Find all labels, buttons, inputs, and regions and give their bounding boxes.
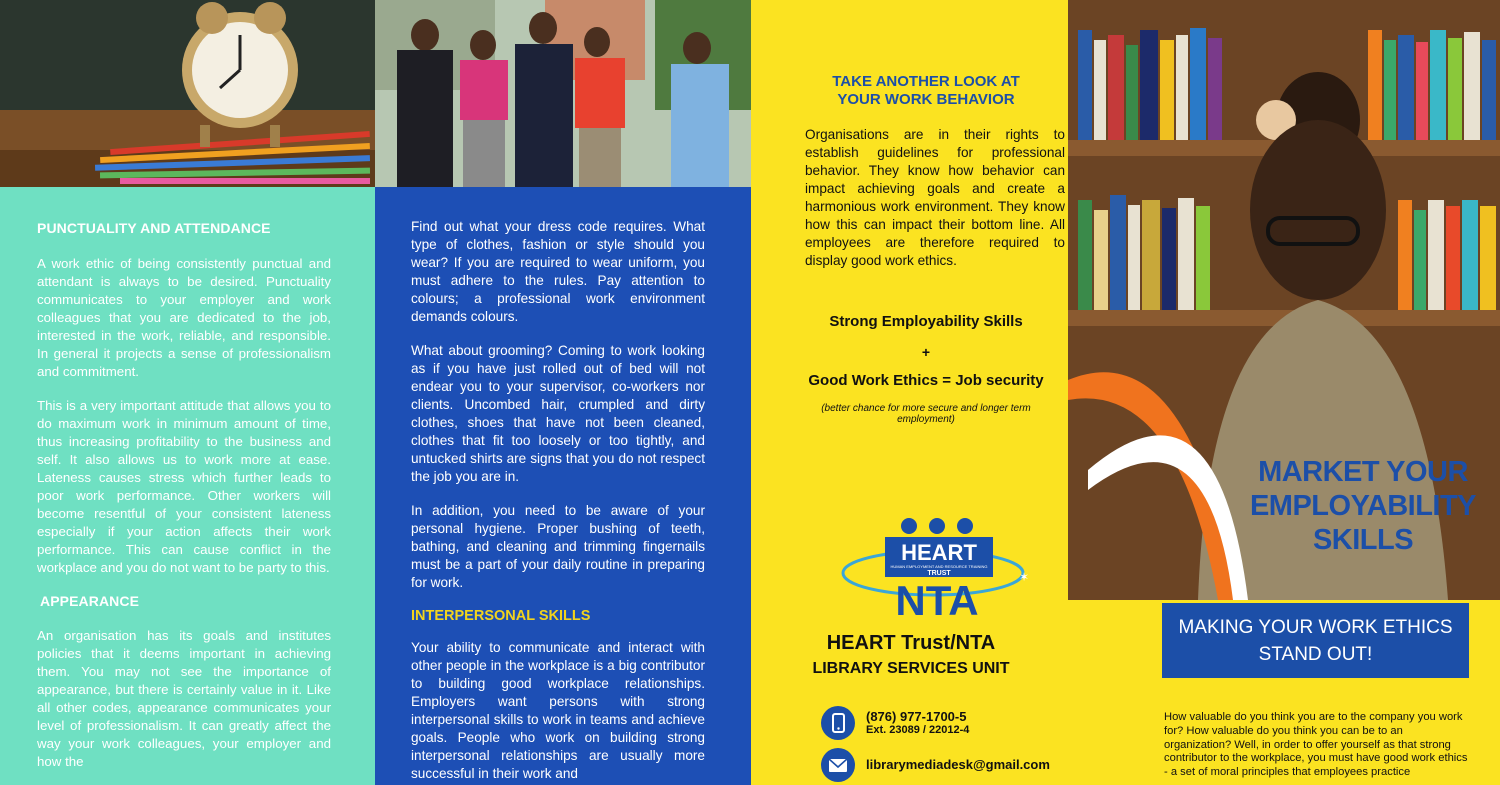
appearance-heading: APPEARANCE: [40, 593, 140, 609]
office-group-photo: [375, 0, 751, 187]
punctuality-text: [37, 220, 331, 785]
equation-plus: +: [921, 344, 931, 360]
panel-appearance: [375, 0, 751, 785]
appearance-para: An organisation has its goals and institutes policies that it deems important in achieving them. You may not see the importance of appearance, but there is certainly value in it. Like all other codes, appearance communicates your level of professionalism. It can greatly affect the way your work colleagues, your employer and how the: [37, 628, 331, 769]
work-behavior-heading: [811, 73, 1041, 109]
interpersonal-heading: INTERPERSONAL SKILLS: [411, 608, 591, 624]
panel-cover: [1068, 0, 1500, 785]
equation-note: (better chance for more secure and longer term employment): [821, 403, 1031, 425]
cover-banner: [1162, 603, 1469, 678]
cover-title-line3: SKILLS: [1312, 524, 1414, 556]
panel-work-behavior: [751, 0, 1069, 785]
work-behavior-heading-line2: YOUR WORK BEHAVIOR: [837, 91, 1015, 108]
cover-title-line1: MARKET YOUR: [1258, 456, 1468, 488]
logo-nta-text: NTA: [895, 577, 979, 624]
email-icon: [821, 748, 855, 782]
work-behavior-body: Organisations are in their rights to establish guidelines for professional behavior. They know how behavior can impact achieving goals and create a harmonious work environment. They know how this can impact their bottom line. All employees are therefore required to display good work ethics.: [805, 127, 1065, 268]
equation-line-2: Good Work Ethics = Job security: [808, 372, 1044, 389]
phone-icon: [821, 706, 855, 740]
svg-text:✶: ✶: [1018, 570, 1030, 584]
cover-banner-line1: MAKING YOUR WORK ETHICS: [1178, 617, 1453, 638]
punctuality-heading: PUNCTUALITY AND ATTENDANCE: [37, 220, 271, 236]
interpersonal-para: Your ability to communicate and interact with other people in the workplace is a big contributor to building good workplace relationships. Employers want persons with strong interpersonal skills to work in teams and achieve goals. People who work on building strong interpersonal relationships are usually more successful in their work and: [411, 640, 705, 781]
cover-banner-line2: STAND OUT!: [1258, 644, 1373, 665]
alarm-clock-photo: [0, 0, 375, 187]
grooming-para: What about grooming? Coming to work looking as if you have just rolled out of bed will not endear you to your supervisor, co-workers nor clients. Uncombed hair, crumpled and dirty clothes, shoes that have not been cleaned, clothes that fit too loosely or too tightly, and untucked shirts are signs that you do not respect the job you are in.: [411, 343, 705, 484]
phone-number: (876) 977-1700-5: [866, 709, 967, 724]
cover-title: [1228, 455, 1498, 557]
punctuality-para-1: A work ethic of being consistently punctual and attendant is always to be desired. Punctuality communicates to your employer and work colleagues that you are dedicated to the job, interested in the work, reliable, and responsible. In general it projects a sense of professionalism and commitment.: [37, 256, 331, 379]
equation-line-1: Strong Employability Skills: [829, 313, 1023, 330]
work-behavior-heading-line1: TAKE ANOTHER LOOK AT: [832, 73, 1020, 90]
hygiene-para: In addition, you need to be aware of your personal hygiene. Proper bushing of teeth, bathing, and cleaning and trimming fingernails must be a part of your daily routine in preparing for work.: [411, 503, 705, 590]
logo-small-text: HUMAN EMPLOYMENT AND RESOURCE TRAINING: [890, 564, 988, 569]
phone-extension: Ext. 23089 / 22012-4: [866, 724, 970, 736]
logo-heart-text: HEART: [901, 540, 977, 565]
appearance-text: [411, 218, 705, 785]
org-unit: LIBRARY SERVICES UNIT: [812, 660, 1010, 677]
email-address: librarymediadesk@gmail.com: [866, 757, 1050, 772]
panel-punctuality: [0, 0, 375, 785]
org-name: HEART Trust/NTA: [826, 632, 996, 654]
cover-intro: How valuable do you think you are to the company you work for? How valuable do you think you can be to an organization? Well, in order to offer yourself as that strong contributor to the workplace, you must have good work ethics - a set of moral principles that employees practice: [1164, 711, 1468, 779]
heart-nta-logo: [841, 515, 1031, 625]
cover-title-line2: EMPLOYABILITY: [1249, 490, 1477, 522]
logo-trust-text: TRUST: [927, 570, 951, 577]
dress-code-para: Find out what your dress code requires. What type of clothes, fashion or style should you wear? If you are required to wear uniform, you must adhere to the rules. Pay attention to colours; a professional work environment demands colours.: [411, 219, 705, 324]
punctuality-para-2: This is a very important attitude that allows you to do maximum work in minimum amount of time, thus increasing profitability to the business and self. It also allows us to work more at ease. Lateness causes stress which further leads to poor work performance. Other workers will become resentful of your consistent lateness especially if your action affects their work performance. This can cause conflict in the workplace and you do not want to be party to this.: [37, 398, 331, 575]
